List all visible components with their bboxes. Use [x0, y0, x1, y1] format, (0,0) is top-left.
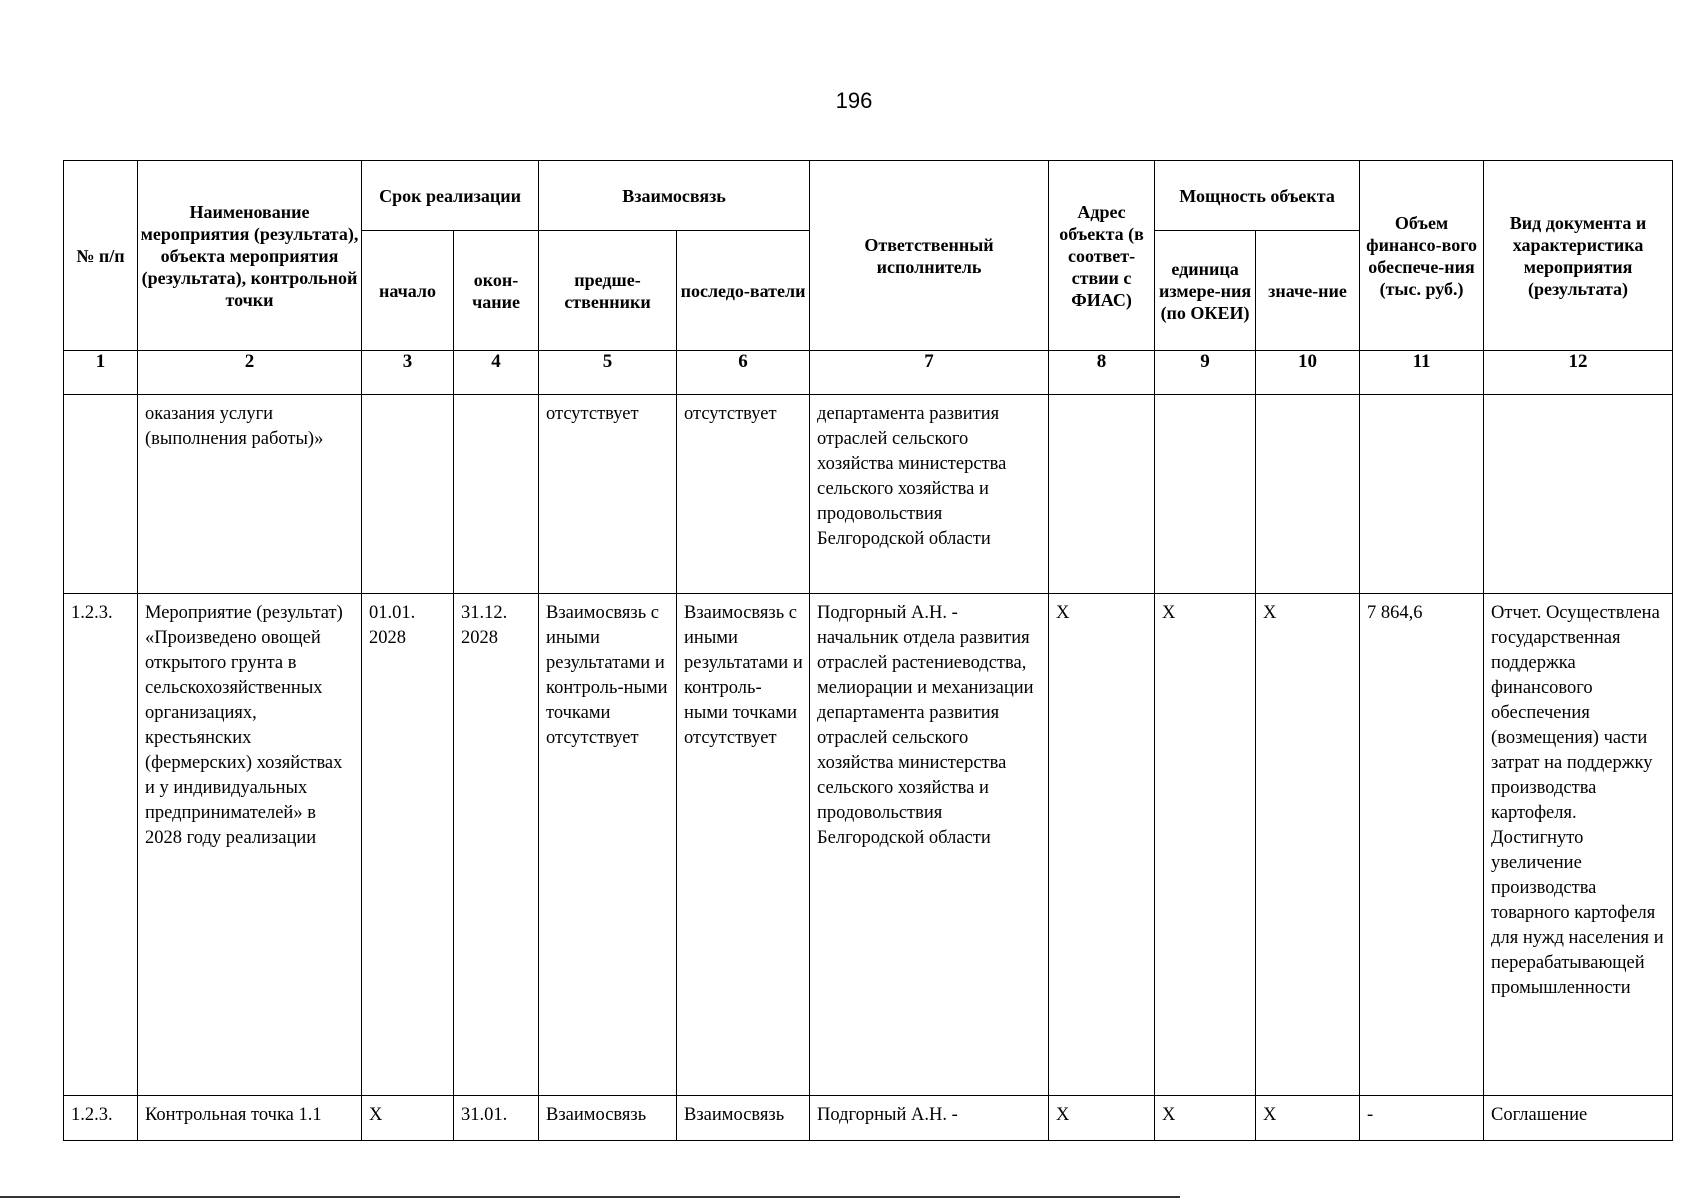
header-name: Наименование мероприятия (результата), объекта мероприятия (результата), контрольной точки — [138, 161, 362, 351]
column-number: 7 — [810, 351, 1049, 395]
cell-name: Мероприятие (результат) «Произведено овощей открытого грунта в сельскохозяйственных организациях, крестьянских (фермерских) хозяйствах и у индивидуальных предпринимателей» в 2028 году реализации — [138, 594, 362, 1096]
cell-predecessors: Взаимосвязь с иными результатами и контроль-ными точками отсутствует — [539, 594, 677, 1096]
cell-num — [64, 395, 138, 594]
cell-start: X — [362, 1096, 454, 1141]
header-successors: последо-ватели — [677, 231, 810, 351]
bottom-scan-line — [0, 1196, 1180, 1198]
header-responsible: Ответственный исполнитель — [810, 161, 1049, 351]
cell-unit — [1155, 395, 1256, 594]
cell-successors: Взаимосвязь с иными результатами и контроль-ными точками отсутствует — [677, 594, 810, 1096]
header-end: окон-чание — [454, 231, 539, 351]
column-number: 10 — [1256, 351, 1360, 395]
cell-responsible: Подгорный А.Н. - начальник отдела развития отраслей растениеводства, мелиорации и механизации департамента развития отраслей сельского хозяйства министерства сельского хозяйства и продовольствия Белгородской области — [810, 594, 1049, 1096]
cell-end — [454, 395, 539, 594]
cell-responsible: департамента развития отраслей сельского хозяйства министерства сельского хозяйства и продовольствия Белгородской области — [810, 395, 1049, 594]
cell-value: X — [1256, 1096, 1360, 1141]
cell-end: 31.01. — [454, 1096, 539, 1141]
page-number: 196 — [835, 88, 873, 113]
header-predecessors: предше-ственники — [539, 231, 677, 351]
header-start: начало — [362, 231, 454, 351]
cell-num: 1.2.3. — [64, 1096, 138, 1141]
cell-predecessors: отсутствует — [539, 395, 677, 594]
column-number: 3 — [362, 351, 454, 395]
header-term: Срок реализации — [362, 161, 539, 231]
cell-start — [362, 395, 454, 594]
header-relation: Взаимосвязь — [539, 161, 810, 231]
cell-doc: Соглашение — [1484, 1096, 1673, 1141]
column-number: 1 — [64, 351, 138, 395]
cell-predecessors: Взаимосвязь — [539, 1096, 677, 1141]
cell-address — [1049, 395, 1155, 594]
column-number: 2 — [138, 351, 362, 395]
cell-name: оказания услуги (выполнения работы)» — [138, 395, 362, 594]
column-number: 5 — [539, 351, 677, 395]
table-row — [64, 594, 1673, 1096]
cell-unit: X — [1155, 594, 1256, 1096]
header-address: Адрес объекта (в соответ-ствии с ФИАС) — [1049, 161, 1155, 351]
table-row — [64, 1096, 1673, 1141]
cell-value: X — [1256, 594, 1360, 1096]
table-row — [64, 395, 1673, 594]
column-number: 9 — [1155, 351, 1256, 395]
cell-responsible: Подгорный А.Н. - — [810, 1096, 1049, 1141]
cell-end: 31.12. 2028 — [454, 594, 539, 1096]
cell-address: X — [1049, 594, 1155, 1096]
cell-finance: - — [1360, 1096, 1484, 1141]
cell-name: Контрольная точка 1.1 — [138, 1096, 362, 1141]
header-num: № п/п — [64, 161, 138, 351]
header-finance: Объем финансо-вого обеспече-ния (тыс. руб.) — [1360, 161, 1484, 351]
cell-address: X — [1049, 1096, 1155, 1141]
column-number: 12 — [1484, 351, 1673, 395]
column-number: 4 — [454, 351, 539, 395]
cell-doc — [1484, 395, 1673, 594]
header-unit: единица измере-ния (по ОКЕИ) — [1155, 231, 1256, 351]
header-capacity: Мощность объекта — [1155, 161, 1360, 231]
cell-unit: X — [1155, 1096, 1256, 1141]
cell-num: 1.2.3. — [64, 594, 138, 1096]
cell-finance — [1360, 395, 1484, 594]
cell-finance: 7 864,6 — [1360, 594, 1484, 1096]
cell-successors: отсутствует — [677, 395, 810, 594]
activities-table — [63, 160, 1673, 1141]
column-number: 11 — [1360, 351, 1484, 395]
column-number: 6 — [677, 351, 810, 395]
header-value: значе-ние — [1256, 231, 1360, 351]
cell-successors: Взаимосвязь — [677, 1096, 810, 1141]
cell-value — [1256, 395, 1360, 594]
cell-start: 01.01. 2028 — [362, 594, 454, 1096]
header-doc: Вид документа и характеристика мероприятия (результата) — [1484, 161, 1673, 351]
cell-doc: Отчет. Осуществлена государственная поддержка финансового обеспечения (возмещения) части затрат на поддержку производства картофеля. Достигнуто увеличение производства товарного картофеля для нужд населения и перерабатывающей промышленности — [1484, 594, 1673, 1096]
column-number: 8 — [1049, 351, 1155, 395]
